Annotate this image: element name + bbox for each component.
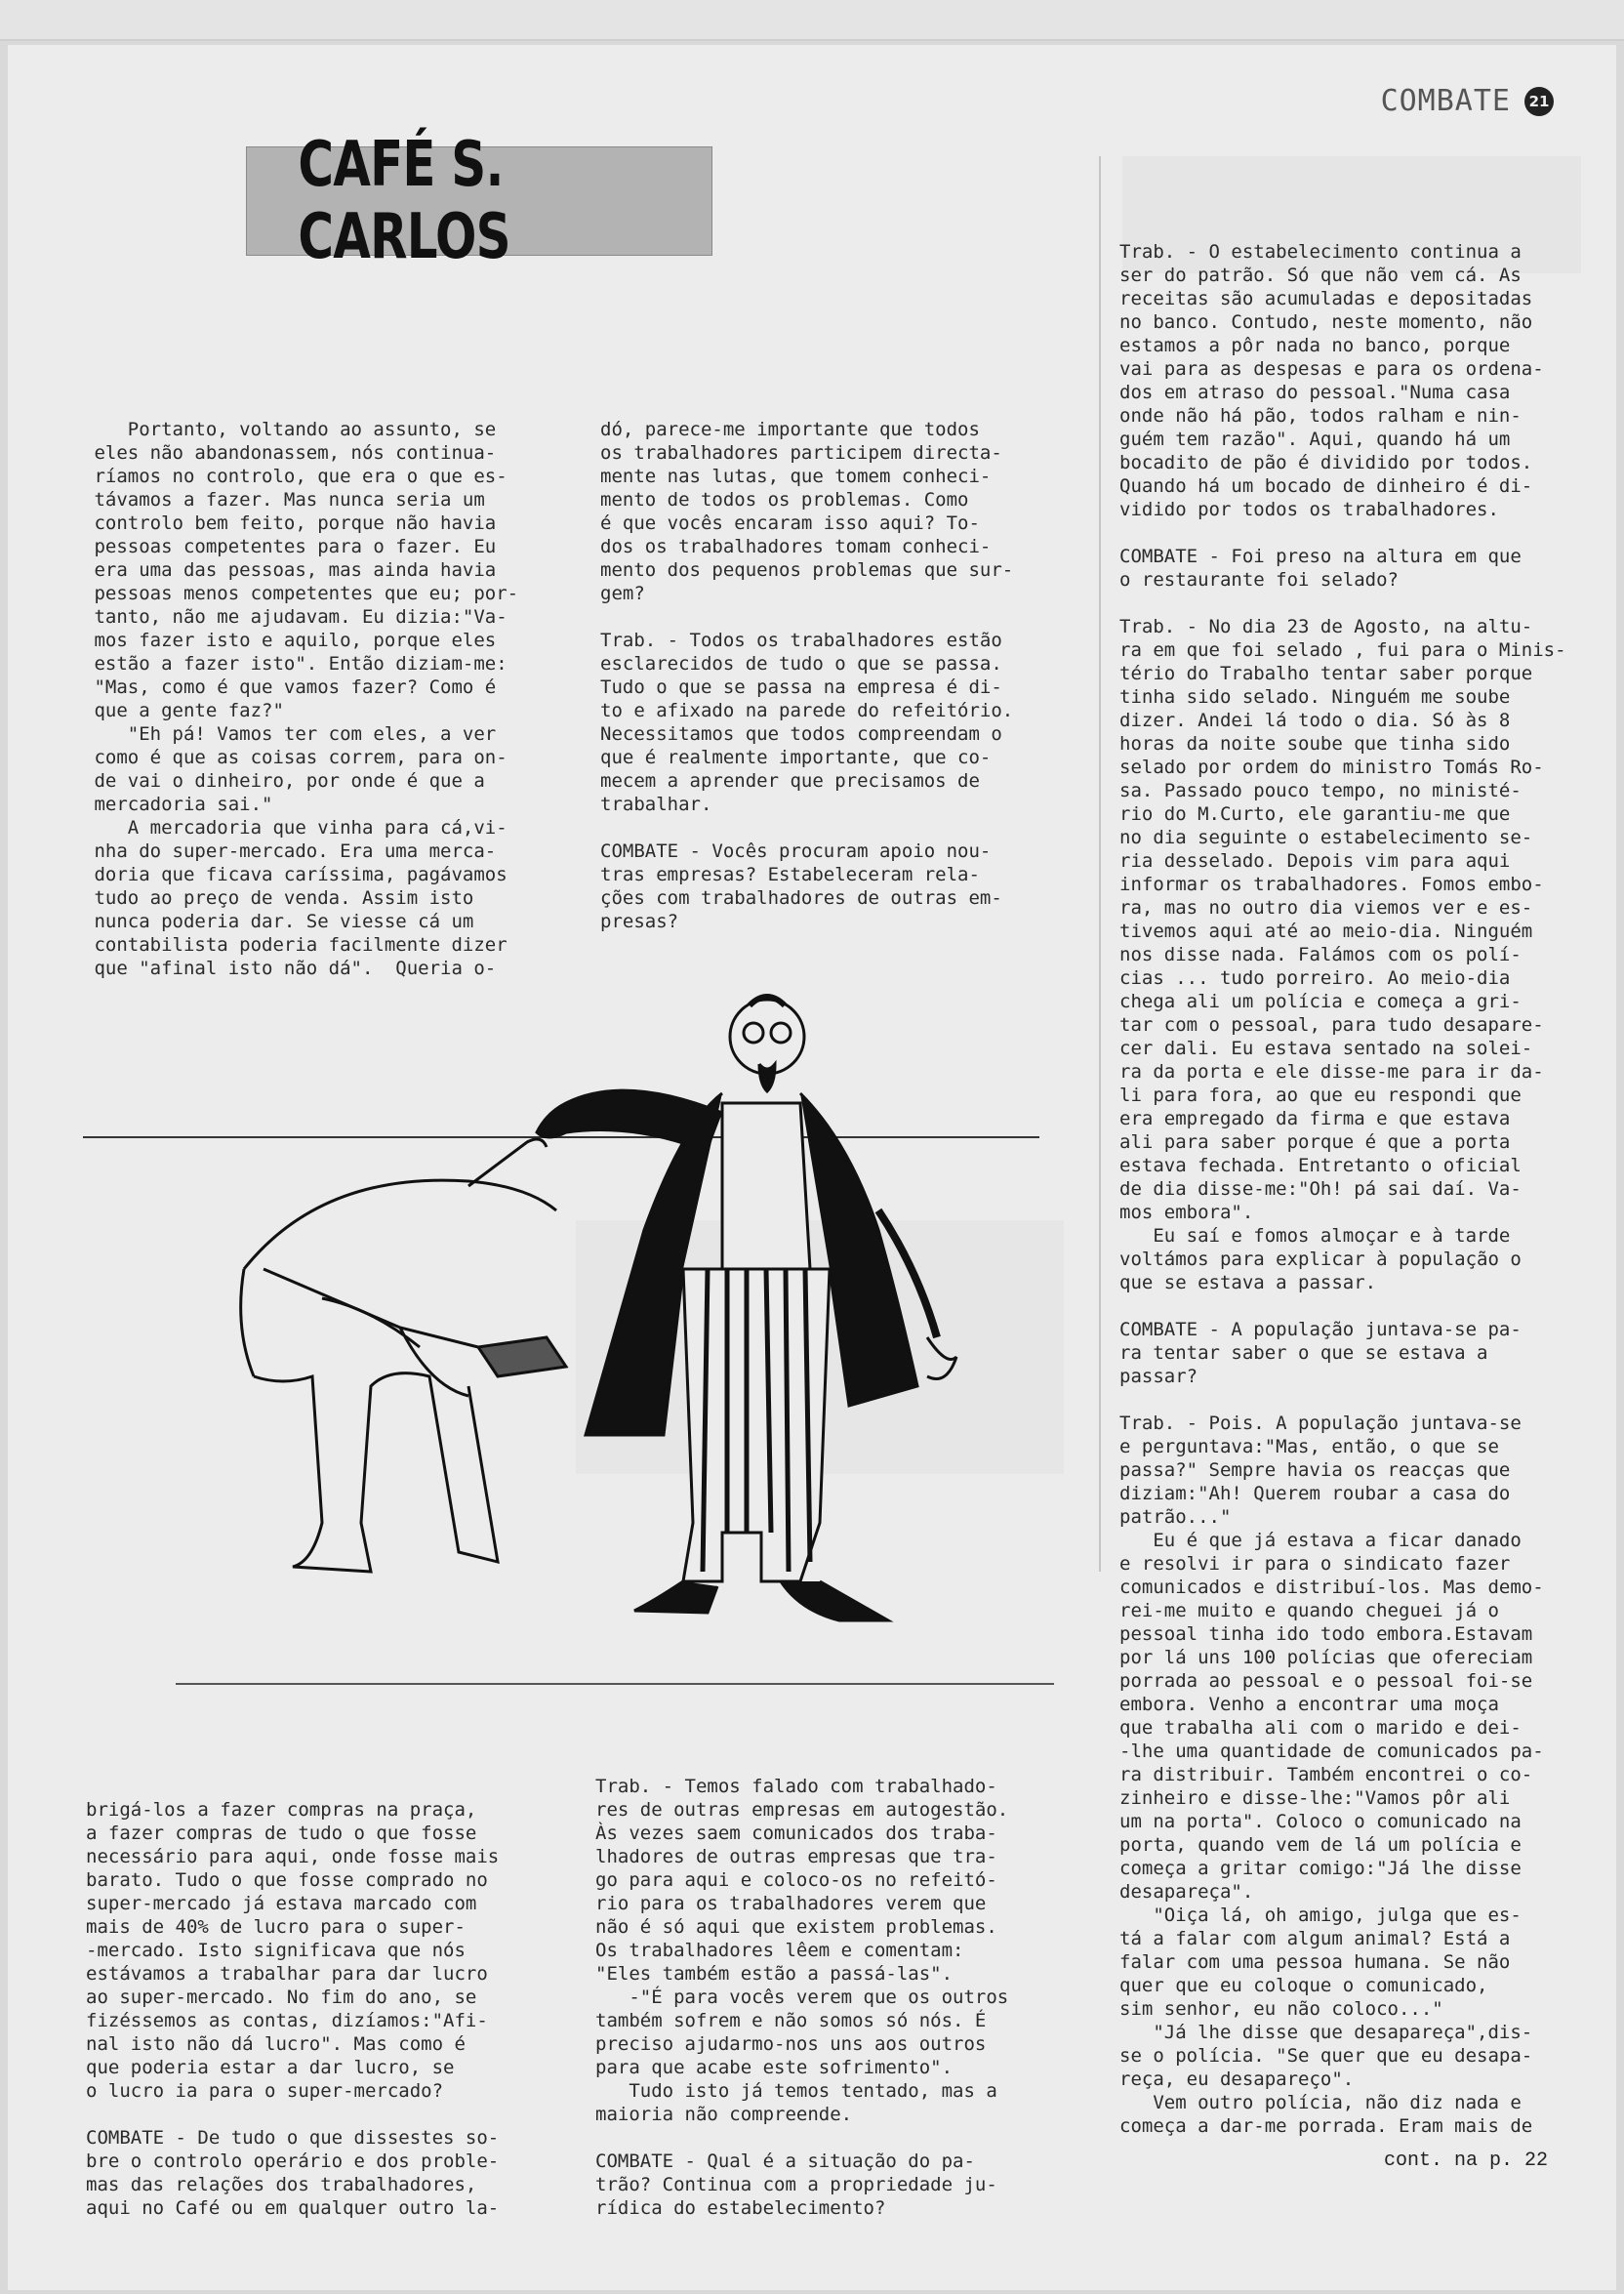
column-3-text: Trab. - O estabelecimento continua a ser do patrão. Só que não vem cá. As receitas são acumuladas e depositadas no banco. Contudo, neste momento, não estamos a pôr nada no banco, porque vai para as despesas e para os ordena- dos em atraso do pessoal."Numa casa onde não há pão, todos ralham e nin- guém tem razão". Aqui, quando há um bocadito de pão é dividido por todos. Quando há um bocado de dinheiro é di- vidido por todos os trabalhadores. COMBATE - Foi preso na altura em que o restaurante foi selado? Trab. - No dia 23 de Agosto, na altu- ra em que foi selado , fui para o Minis- tério do Trabalho tentar saber porque tinha sido selado. Ninguém me soube dizer. Andei lá todo o dia. Só às 8 horas da noite soube que tinha sido selado por ordem do ministro Tomás Ro- sa. Passado pouco tempo, no ministé- rio do M.Curto, ele garantiu-me que no dia seguinte o estabelecimento se- ria desselado. Depois vim para aqui informar os trabalhadores. Fomos embo- ra, mas no outro dia viemos ver e es- tivemos aqui até ao meio-dia. Ninguém nos disse nada. Falámos com os polí- cias ... tudo porreiro. Ao meio-dia chega ali um polícia e começa a gri- tar com o pessoal, para tudo desapare- cer dali. Eu estava sentado na solei- ra da porta e ele disse-me para ir da- li para fora, ao que eu respondi que era empregado da firma e que estava ali para saber porque é que a porta estava fechada. Entretanto o oficial de dia disse-me:"Oh! pá sai daí. Va- mos embora". Eu saí e fomos almoçar e à tarde voltámos para explicar à população o que se estava a passar. COMBATE - A população juntava-se pa- ra tentar saber o que se estava a passar? Trab. - Pois. A população juntava-se e perguntava:"Mas, então, o que se passa?" Sempre havia os reacças que diziam:"Ah! Querem roubar a casa do patrão..." Eu é que já estava a ficar danado e resolvi ir para o sindicato fazer comunicados e distribuí-los. Mas demo- rei-me muito e quando cheguei já o pessoal tinha ido todo embora.Estavam por lá uns 100 polícias que ofereciam porrada ao pessoal e o pessoal foi-se embora. Venho a encontrar uma moça que trabalha ali com o marido e dei- -lhe uma quantidade de comunicados pa- ra distribuir. Também encontrei o co- zinheiro e disse-lhe:"Vamos pôr ali um na porta". Coloco o comunicado na porta, quando vem de lá um polícia e começa a gritar comigo:"Já lhe disse desapareça". "Oiça lá, oh amigo, julga que es- tá a falar com algum animal? Está a falar com uma pessoa humana. Se não quer que eu coloque o comunicado, sim senhor, eu não coloco..." "Já lhe disse que desapareça",dis- se o polícia. "Se quer que eu desapa- reça, eu desapareço". Vem outro polícia, não diz nada e começa a dar-me porrada. Eram mais de <box>1119 241 1566 2137</box>
scan-top-band <box>0 0 1624 41</box>
magazine-name: COMBATE <box>1380 84 1511 118</box>
column-1-bottom-text: brigá-los a fazer compras na praça, a fazer compras de tudo o que fosse necessário para aqui, onde fosse mais barato. Tudo o que fosse comprado no super-mercado já estava marcado com mais de 40% de lucro para o super- -mercado. Isto significava que nós estávamos a trabalhar para dar lucro ao super-mercado. No fim do ano, se fizéssemos as contas, dizíamos:"Afi- nal isto não dá lucro". Mas como é que poderia estar a dar lucro, se o lucro ia para o super-mercado? COMBATE - De tudo o que dissestes so- bre o controlo operário e dos proble- mas das relações dos trabalhadores, aqui no Café ou em qualquer outro la- <box>86 1799 500 2219</box>
caricature-illustration <box>176 976 1054 1689</box>
article-title: CAFÉ S. CARLOS <box>298 129 510 273</box>
column-divider <box>1099 156 1101 1572</box>
continuation-note: cont. na p. 22 <box>1384 2150 1549 2172</box>
masthead <box>1381 84 1554 118</box>
page-number-badge: 21 <box>1524 87 1554 116</box>
column-2-bottom-text: Trab. - Temos falado com trabalhado- res de outras empresas em autogestão. Às vezes saem comunicados dos traba- lhadores de outras empresas que tra- go para aqui e coloco-os no refeitó- rio para os trabalhadores verem que não é só aqui que existem problemas. Os trabalhadores lêem e comentam: "Eles também estão a passá-las". -"É para vocês verem que os outros também sofrem e não somos só nós. É preciso ajudarmo-nos uns aos outros para que acabe este sofrimento". Tudo isto já temos tentado, mas a maioria não compreende. COMBATE - Qual é a situação do pa- trão? Continua com a propriedade ju- rídica do estabelecimento? <box>595 1776 1009 2219</box>
column-1-top-text: Portanto, voltando ao assunto, se eles não abandonassem, nós continua- ríamos no controlo, que era o que es- távamos a fazer. Mas nunca seria um controlo bem feito, porque não havia pessoas competentes para o fazer. Eu era uma das pessoas, mas ainda havia pessoas menos competentes que eu; por- tanto, não me ajudavam. Eu dizia:"Va- mos fazer isto e aquilo, porque eles estão a fazer isto". Então diziam-me: "Mas, como é que vamos fazer? Como é que a gente faz?" "Eh pá! Vamos ter com eles, a ver como é que as coisas correm, para on- de vai o dinheiro, por onde é que a mercadoria sai." A mercadoria que vinha para cá,vi- nha do super-mercado. Era uma merca- doria que ficava caríssima, pagávamos tudo ao preço de venda. Assim isto nunca poderia dar. Se viesse cá um contabilista poderia facilmente dizer que "afinal isto não dá". Queria o- <box>94 419 519 979</box>
column-2-top-text: dó, parece-me importante que todos os trabalhadores participem directa- mente nas lutas, que tomem conheci- mento de todos os problemas. Como é que vocês encaram isso aqui? To- dos os trabalhadores tomam conheci- mento dos pequenos problemas que sur- gem? Trab. - Todos os trabalhadores estão esclarecidos de tudo o que se passa. Tudo o que se passa na empresa é di- to e afixado na parede do refeitório. Necessitamos que todos compreendam o que é realmente importante, que co- mecem a aprender que precisamos de trabalhar. COMBATE - Vocês procuram apoio nou- tras empresas? Estabeleceram rela- ções com trabalhadores de outras em- presas? <box>600 419 1014 932</box>
article-title-box <box>246 129 712 273</box>
